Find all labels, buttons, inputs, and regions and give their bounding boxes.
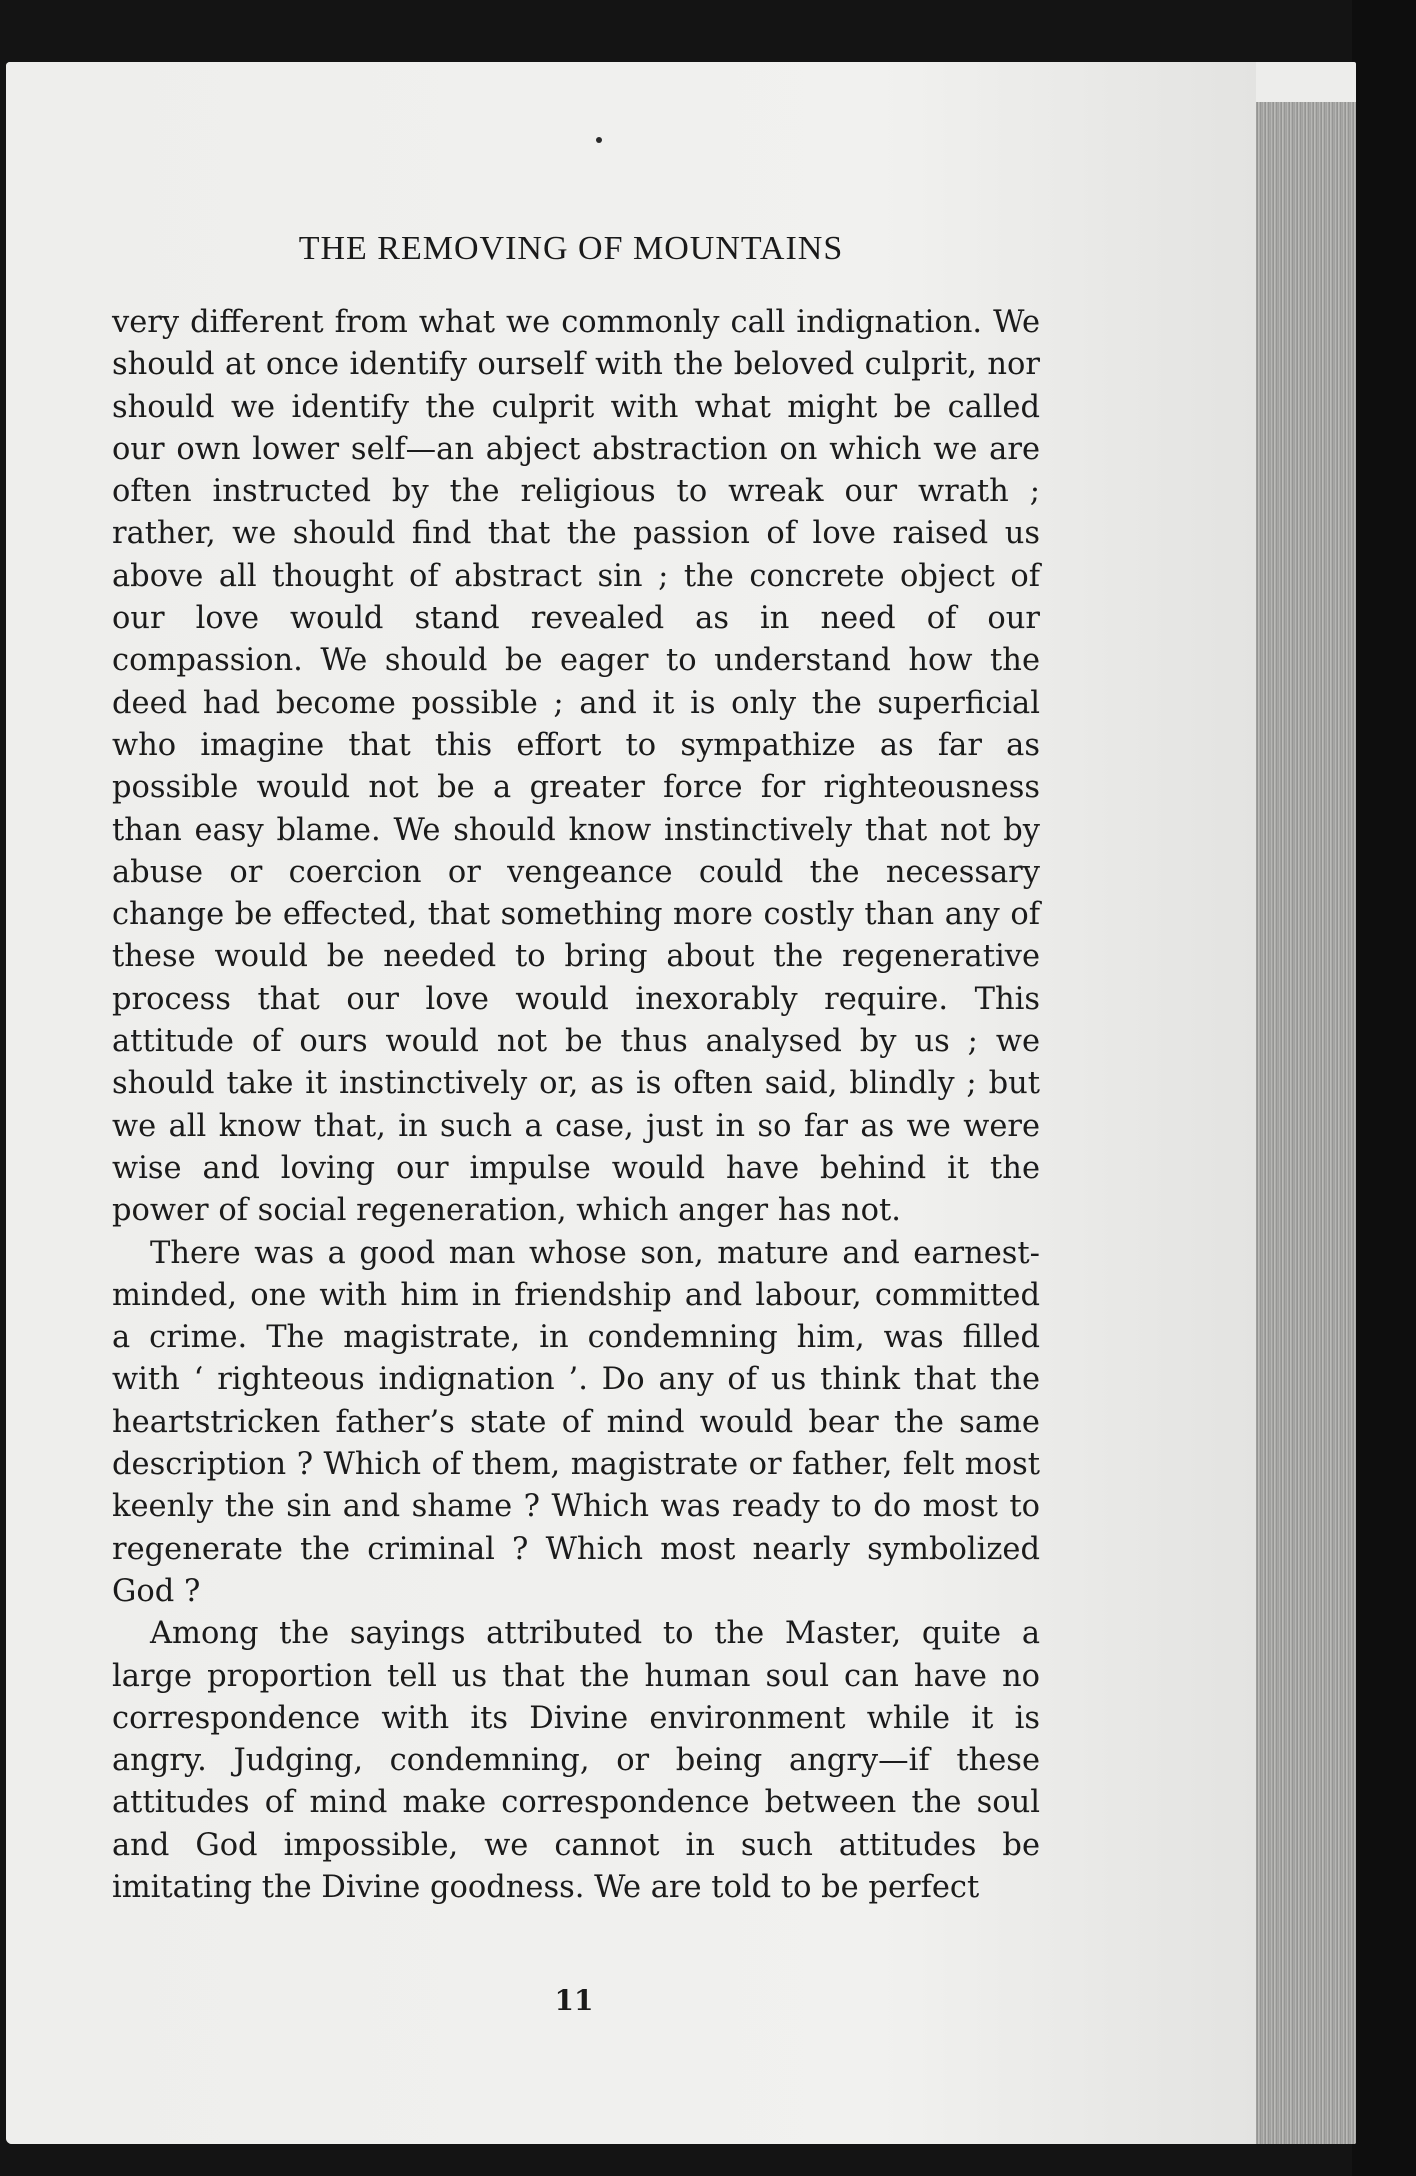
page-edges (1246, 102, 1356, 2144)
paragraph-father-son: There was a good man whose son, mature and earnest-minded, one with him in friendship and labour, committed a crime. The magistrate, in condemning him, was filled with ‘ righteous indignation ’. Do any of us think that the heartstricken father’s state of mind would bear the same description ? Which of them, magistrate or father, felt most keenly the sin and shame ? Which was ready to do most to regenerate the criminal ? Which most nearly symbolized God ? (112, 1235, 1040, 1609)
page-surface (6, 62, 1256, 2144)
paragraph-sayings: Among the sayings attributed to the Master, quite a large proportion tell us that the human soul can have no correspondence with its Divine environment while it is angry. Judging, condemning, or being angry—if these attitudes of mind make correspondence between the soul and God impossible, we cannot in such attitudes be imitating the Divine goodness. We are told to be perfect (112, 1616, 1040, 1905)
body-text (112, 302, 1040, 1909)
paragraph-continued: very different from what we commonly call indignation. We should at once identify ourself with the beloved culprit, nor should we identify the culprit with what might be called our own lower self—an abject abstraction on which we are often instructed by the religious to wreak our wrath ; rather, we should find that the passion of love raised us above all thought of abstract sin ; the concrete object of our love would stand revealed as in need of our compassion. We should be eager to understand how the deed had become possible ; and it is only the superficial who imagine that this effort to sympathize as far as possible would not be a greater force for righteousness than easy blame. We should know instinctively that not by abuse or coercion or vengeance could the necessary change be effected, that something more costly than any of these would be needed to bring about the regenerative process that our love would inexorably require. This attitude of ours would not be thus analysed by us ; we should take it instinctively or, as is often said, blindly ; but we all know that, in such a case, just in so far as we were wise and loving our impulse would have behind it the power of social regeneration, which anger has not. (112, 305, 1040, 1229)
ink-dot (596, 137, 602, 143)
running-head: THE REMOVING OF MOUNTAINS (298, 230, 844, 267)
page-number: 11 (554, 1984, 594, 2017)
binding-shadow (1352, 0, 1416, 2176)
book-page (6, 62, 1356, 2144)
